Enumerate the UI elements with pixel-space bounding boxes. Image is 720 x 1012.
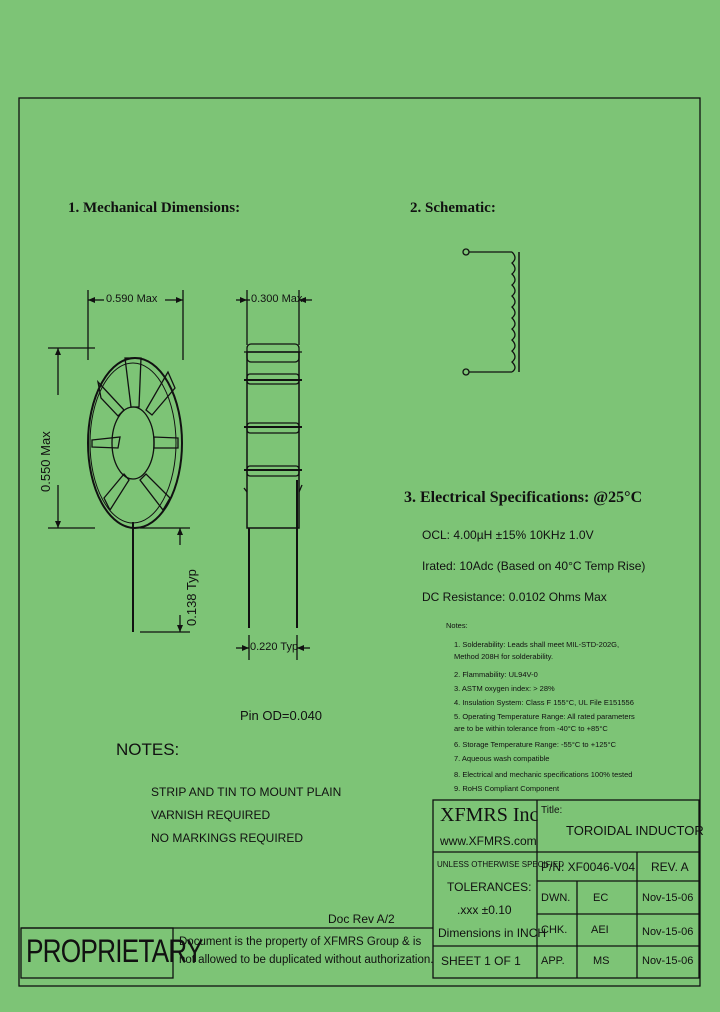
note-line: 7. Aqueous wash compatible bbox=[454, 754, 550, 763]
note-line: 4. Insulation System: Class F 155°C, UL File E151556 bbox=[454, 698, 634, 707]
winding-1 bbox=[92, 437, 120, 448]
dim-height: 0.550 Max bbox=[38, 431, 53, 492]
winding-5 bbox=[154, 437, 178, 448]
notes-heading: NOTES: bbox=[116, 740, 180, 759]
row-name: EC bbox=[593, 892, 609, 904]
company-website: www.XFMRS.com bbox=[440, 834, 537, 848]
tolerances-label: TOLERANCES: bbox=[447, 880, 532, 894]
drawing-frame bbox=[19, 98, 700, 986]
row-date: Nov-15-06 bbox=[642, 955, 694, 967]
note-line: 6. Storage Temperature Range: -55°C to +125°C bbox=[454, 740, 616, 749]
note-line: 5. Operating Temperature Range: All rated parameters bbox=[454, 712, 635, 721]
dim-lead: 0.138 Typ bbox=[184, 569, 199, 626]
winding-2 bbox=[98, 382, 124, 416]
tolerance-value: .xxx ±0.10 bbox=[457, 903, 512, 917]
unless-specified: UNLESS OTHERWISE SPECIFIED bbox=[437, 860, 564, 869]
mfg-note: VARNISH REQUIRED bbox=[151, 808, 271, 822]
mfg-note: STRIP AND TIN TO MOUNT PLAIN bbox=[151, 785, 342, 799]
schematic-pin-1 bbox=[463, 249, 469, 255]
proprietary-line-1: Document is the property of XFMRS Group & is bbox=[179, 936, 422, 948]
row-label: DWN. bbox=[541, 892, 571, 904]
note-line: 3. ASTM oxygen index: > 28% bbox=[454, 684, 555, 693]
part-number: P/N: XF0046-V04 bbox=[541, 860, 636, 874]
note-line: Method 208H for solderability. bbox=[454, 652, 554, 661]
row-label: CHK. bbox=[541, 924, 568, 936]
row-label: APP. bbox=[541, 955, 565, 967]
dim-spacing: 0.220 Typ bbox=[250, 641, 299, 653]
proprietary-label: PROPRIETARY bbox=[26, 933, 203, 969]
schematic-pin-2 bbox=[463, 369, 469, 375]
winding-6 bbox=[140, 474, 170, 510]
title-value: TOROIDAL INDUCTOR bbox=[566, 823, 704, 838]
mechanical-heading: 1. Mechanical Dimensions: bbox=[68, 200, 241, 216]
dim-od: 0.590 Max bbox=[106, 293, 158, 305]
note-line: are to be within tolerance from -40°C to +85°C bbox=[454, 724, 608, 733]
note-line: 9. RoHS Compliant Component bbox=[454, 784, 560, 793]
row-date: Nov-15-06 bbox=[642, 892, 694, 904]
schematic-heading: 2. Schematic: bbox=[410, 200, 496, 216]
row-name: MS bbox=[593, 955, 610, 967]
dim-width: 0.300 Max bbox=[251, 293, 303, 305]
row-date: Nov-15-06 bbox=[642, 926, 694, 938]
winding-4 bbox=[146, 372, 175, 415]
units: Dimensions in INCH bbox=[438, 926, 547, 940]
notes-title: Notes: bbox=[446, 621, 468, 630]
row-name: AEI bbox=[591, 924, 609, 936]
dim-pin: Pin OD=0.040 bbox=[240, 708, 323, 723]
side-body bbox=[247, 352, 299, 528]
schematic-coil bbox=[512, 252, 515, 372]
proprietary-line-2: not allowed to be duplicated without authorization. bbox=[179, 954, 434, 966]
mfg-note: NO MARKINGS REQUIRED bbox=[151, 831, 304, 845]
doc-rev: Doc Rev A/2 bbox=[328, 912, 395, 926]
winding-3 bbox=[125, 358, 141, 407]
revision: REV. A bbox=[651, 860, 689, 874]
winding-7 bbox=[104, 474, 129, 510]
spec-ocl: OCL: 4.00µH ±15% 10KHz 1.0V bbox=[422, 528, 594, 542]
electrical-heading: 3. Electrical Specifications: @25°C bbox=[404, 489, 643, 506]
spec-dcr: DC Resistance: 0.0102 Ohms Max bbox=[422, 590, 607, 604]
note-line: 2. Flammability: UL94V-0 bbox=[454, 670, 538, 679]
title-label: Title: bbox=[541, 805, 563, 816]
company-name: XFMRS Inc bbox=[440, 804, 539, 826]
sheet: SHEET 1 OF 1 bbox=[441, 954, 521, 968]
note-line: 8. Electrical and mechanic specifications 100% tested bbox=[454, 770, 633, 779]
note-line: 1. Solderability: Leads shall meet MIL-STD-202G, bbox=[454, 640, 620, 649]
spec-irated: Irated: 10Adc (Based on 40°C Temp Rise) bbox=[422, 559, 646, 573]
